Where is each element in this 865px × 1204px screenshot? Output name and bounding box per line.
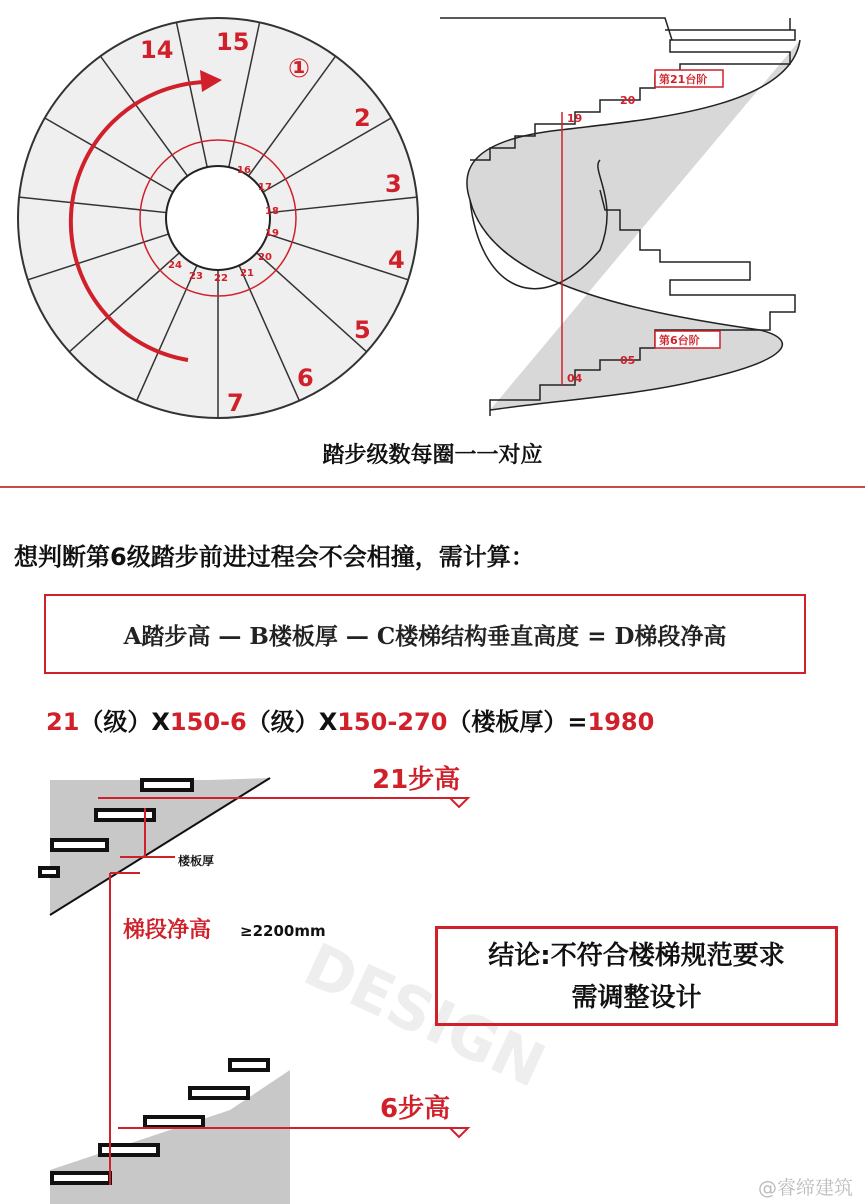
step-label: 14: [140, 36, 174, 64]
bottom-step-height-label: 6步高: [380, 1094, 451, 1124]
design-watermark: DESIGN: [293, 930, 556, 1102]
clear-height-label: 梯段净高: [123, 918, 212, 943]
inner-step-label: 18: [265, 206, 279, 217]
step-label: 3: [385, 170, 402, 198]
step-label: 2: [354, 104, 371, 132]
top-step-height-label: 21步高: [372, 765, 461, 795]
formula-part: -: [220, 708, 230, 736]
formula-part: 6: [230, 708, 247, 736]
conclusion-box: [435, 926, 838, 1026]
section-label: 05: [620, 354, 636, 367]
formula-result: 1980: [587, 708, 655, 736]
inner-step-label: 16: [237, 165, 251, 176]
divider: [0, 486, 865, 488]
formula-part: （楼板厚）=: [447, 708, 588, 736]
section-label: 第21台阶: [659, 73, 708, 86]
clear-height-value: ≥2200mm: [240, 922, 326, 940]
inner-step-label: 24: [168, 260, 182, 271]
formula-part: 150: [337, 708, 388, 736]
section-label: 20: [620, 94, 636, 107]
slab-thickness-label: 楼板厚: [178, 854, 215, 868]
section-label: 19: [567, 112, 583, 125]
step-label: ①: [288, 54, 311, 84]
formula-part: （级）X: [246, 708, 338, 736]
inner-step-label: 17: [258, 182, 272, 193]
conclusion-line: 需调整设计: [571, 983, 702, 1013]
inner-step-label: 21: [240, 268, 254, 279]
weibo-watermark: @睿缔建筑: [757, 1177, 853, 1199]
section-label: 04: [567, 372, 583, 385]
step-label: 5: [354, 316, 371, 344]
step-label: 7: [227, 389, 244, 417]
conclusion-line: 结论:不符合楼梯规范要求: [488, 941, 785, 971]
inner-step-label: 22: [214, 273, 228, 284]
step-label: 4: [388, 246, 405, 274]
section-label: 第6台阶: [659, 334, 700, 347]
step-label: 15: [216, 28, 250, 56]
inner-step-label: 23: [189, 271, 203, 282]
formula-part: 150: [169, 708, 221, 736]
formula-definition: A踏步高 — B楼板厚 — C楼梯结构垂直高度 = D梯段净高: [123, 622, 727, 650]
caption: 踏步级数每圈一一对应: [322, 443, 543, 468]
step-label: 6: [297, 364, 314, 392]
formula-box: [44, 594, 806, 674]
spiral-plan-and-section: [0, 0, 865, 430]
spiral-plan: [18, 18, 418, 418]
inner-step-label: 20: [258, 252, 272, 263]
formula-part: （级）X: [79, 708, 170, 736]
formula-part: -: [387, 708, 398, 736]
inner-step-label: 19: [265, 228, 279, 239]
formula-calculation: [46, 702, 654, 737]
question-text: 想判断第6级踏步前进过程会不会相撞，需计算：: [14, 543, 535, 571]
formula-part: 270: [397, 708, 448, 736]
formula-part: 21: [46, 708, 80, 736]
